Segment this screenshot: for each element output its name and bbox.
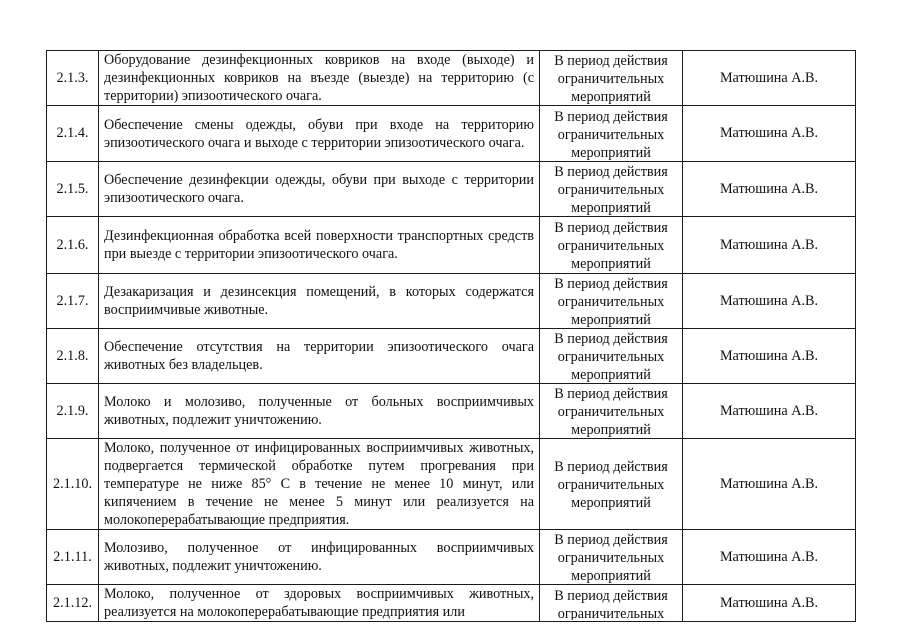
deadline-cell xyxy=(540,106,683,162)
deadline-cell xyxy=(540,162,683,217)
table-row xyxy=(47,384,856,439)
responsible-person-cell: Матюшина А.В. xyxy=(683,530,856,585)
deadline-line: ограничительных xyxy=(557,238,665,254)
item-number-cell: 2.1.3. xyxy=(47,51,99,106)
deadline-line: ограничительных xyxy=(557,477,665,493)
table-row xyxy=(47,530,856,585)
measure-description-cell: Молоко и молозиво, полученные от больных восприимчивых животных, подлежит уничтожению. xyxy=(99,384,540,439)
deadline-line: мероприятий xyxy=(571,89,651,105)
deadline-line: В период действия xyxy=(554,276,668,292)
deadline-line: ограничительных xyxy=(557,349,665,365)
item-number-cell: 2.1.6. xyxy=(47,217,99,274)
deadline-line: В период действия xyxy=(554,532,668,548)
deadline-line: мероприятий xyxy=(571,144,651,161)
table-body xyxy=(47,51,856,622)
measures-table xyxy=(46,50,856,622)
item-number-cell: 2.1.8. xyxy=(47,329,99,384)
responsible-person-cell: Матюшина А.В. xyxy=(683,162,856,217)
responsible-person-cell: Матюшина А.В. xyxy=(683,329,856,384)
deadline-line: мероприятий xyxy=(571,256,651,272)
deadline-cell xyxy=(540,329,683,384)
deadline-text xyxy=(540,530,682,584)
deadline-line: мероприятий xyxy=(571,367,651,383)
measure-description-cell: Молозиво, полученное от инфицированных восприимчивых животных, подлежит уничтожению. xyxy=(99,530,540,585)
deadline-text xyxy=(540,329,682,383)
deadline-line: ограничительных xyxy=(557,182,665,198)
measure-description-cell: Обеспечение смены одежды, обуви при входе на территорию эпизоотического очага и выходе с территории эпизоотического очага. xyxy=(99,106,540,162)
deadline-cell xyxy=(540,439,683,530)
deadline-cell xyxy=(540,384,683,439)
table-row xyxy=(47,217,856,274)
deadline-line: ограничительных xyxy=(557,404,665,420)
deadline-line: В период действия xyxy=(554,588,668,604)
measure-description-cell: Обеспечение отсутствия на территории эпизоотического очага животных без владельцев. xyxy=(99,329,540,384)
table-row xyxy=(47,329,856,384)
deadline-line: В период действия xyxy=(554,108,668,125)
table-row xyxy=(47,106,856,162)
deadline-line: В период действия xyxy=(554,164,668,180)
deadline-line: ограничительных xyxy=(557,126,665,143)
deadline-line: ограничительных xyxy=(557,550,665,566)
table-row xyxy=(47,162,856,217)
responsible-person-cell: Матюшина А.В. xyxy=(683,384,856,439)
deadline-line: ограничительных xyxy=(557,71,665,87)
deadline-line: мероприятий xyxy=(571,568,651,584)
item-number-cell: 2.1.7. xyxy=(47,274,99,329)
deadline-line: В период действия xyxy=(554,386,668,402)
measure-description-cell: Оборудование дезинфекционных ковриков на входе (выходе) и дезинфекционных ковриков на въезде (выезде) на территорию (с территории) эпизоотического очага. xyxy=(99,51,540,106)
deadline-cell xyxy=(540,585,683,622)
responsible-person-cell: Матюшина А.В. xyxy=(683,217,856,274)
deadline-text xyxy=(540,51,682,105)
measure-description-cell: Обеспечение дезинфекции одежды, обуви при выходе с территории эпизоотического очага. xyxy=(99,162,540,217)
measure-description-cell: Молоко, полученное от инфицированных восприимчивых животных, подвергается термической обработке путем прогревания при температуре не ниже 85° С в течение не менее 10 минут, или кипячением в течение не менее 5 минут или реализуется на молокоперерабатывающие предприятия. xyxy=(99,439,540,530)
deadline-cell xyxy=(540,274,683,329)
deadline-line: В период действия xyxy=(554,53,668,69)
table-row xyxy=(47,585,856,622)
table-row xyxy=(47,274,856,329)
deadline-text xyxy=(540,586,682,620)
item-number-cell: 2.1.11. xyxy=(47,530,99,585)
responsible-person-cell: Матюшина А.В. xyxy=(683,585,856,622)
measure-description-cell: Дезакаризация и дезинсекция помещений, в которых содержатся восприимчивые животные. xyxy=(99,274,540,329)
deadline-text xyxy=(540,107,682,161)
item-number-cell: 2.1.12. xyxy=(47,585,99,622)
responsible-person-cell: Матюшина А.В. xyxy=(683,274,856,329)
table-row xyxy=(47,439,856,530)
deadline-line: В период действия xyxy=(554,331,668,347)
deadline-text xyxy=(540,218,682,272)
table-row xyxy=(47,51,856,106)
deadline-line: мероприятий xyxy=(571,200,651,216)
deadline-text xyxy=(540,274,682,328)
responsible-person-cell: Матюшина А.В. xyxy=(683,439,856,530)
deadline-line: ограничительных xyxy=(557,606,665,620)
deadline-line: мероприятий xyxy=(571,495,651,511)
item-number-cell: 2.1.9. xyxy=(47,384,99,439)
deadline-line: ограничительных xyxy=(557,294,665,310)
deadline-text xyxy=(540,162,682,216)
deadline-text xyxy=(540,384,682,438)
deadline-line: В период действия xyxy=(554,220,668,236)
deadline-line: В период действия xyxy=(554,459,668,475)
deadline-text xyxy=(540,457,682,511)
item-number-cell: 2.1.4. xyxy=(47,106,99,162)
deadline-line: мероприятий xyxy=(571,422,651,438)
item-number-cell: 2.1.5. xyxy=(47,162,99,217)
measure-description-cell: Молоко, полученное от здоровых восприимчивых животных, реализуется на молокоперерабатывающие предприятия или xyxy=(99,585,540,622)
deadline-cell xyxy=(540,217,683,274)
item-number-cell: 2.1.10. xyxy=(47,439,99,530)
deadline-line: мероприятий xyxy=(571,312,651,328)
responsible-person-cell: Матюшина А.В. xyxy=(683,106,856,162)
measure-description-cell: Дезинфекционная обработка всей поверхности транспортных средств при выезде с территории эпизоотического очага. xyxy=(99,217,540,274)
responsible-person-cell: Матюшина А.В. xyxy=(683,51,856,106)
deadline-cell xyxy=(540,530,683,585)
deadline-cell xyxy=(540,51,683,106)
